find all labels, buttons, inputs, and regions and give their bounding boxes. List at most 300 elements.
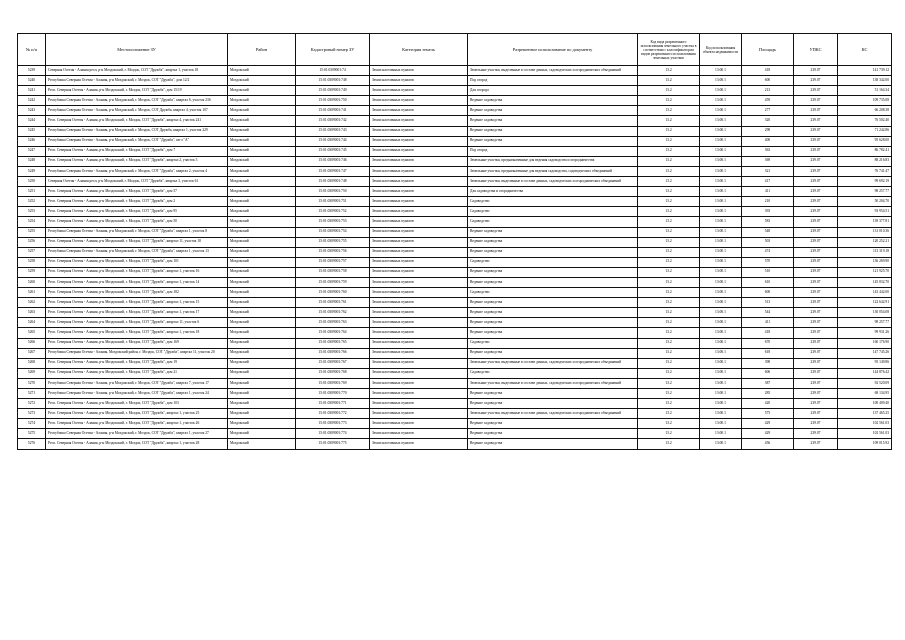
location-cell: Респ. Северная Осетия - Алания, р-н Моздокский, г. Моздок, СОТ "Дружба", квартал 1, участок 17	[46, 308, 228, 318]
object-use-code-cell: 13:00.1	[700, 247, 742, 257]
district-cell: Моздокский	[228, 116, 296, 126]
location-cell: Респ. Северная Осетия - Алания, р-н Моздокский, г. Моздок, СОТ "Дружба", квартал 1, участок 18	[46, 328, 228, 338]
object-use-code-cell: 13:00.1	[700, 106, 742, 116]
ks-cell: 76 741.47	[838, 166, 892, 176]
table-row	[18, 247, 892, 257]
area-cell: 503	[742, 237, 794, 247]
object-use-code-cell: 13:00.1	[700, 187, 742, 197]
area-cell: 411	[742, 318, 794, 328]
permitted-use-cell: Садоводство	[468, 207, 638, 217]
location-cell: Республика Северная Осетия - Алания, р-н Моздокский, г. Моздок, СОТ "Дружба", квартал 7, участок 17	[46, 378, 228, 388]
land-category-cell: Земли населенных пунктов	[370, 66, 468, 76]
object-use-code-cell: 13:00.1	[700, 308, 742, 318]
row-number-cell: 5267	[18, 348, 46, 358]
cadastral-number-cell: 15:01:0309001:772	[296, 409, 370, 419]
object-use-code-cell: 13:00.1	[700, 419, 742, 429]
area-cell: 429	[742, 429, 794, 439]
header-cell: № п/п	[18, 34, 46, 66]
district-cell: Моздокский	[228, 247, 296, 257]
row-number-cell: 5257	[18, 247, 46, 257]
land-plots-table	[17, 33, 892, 450]
ks-cell: 141 739.12	[838, 66, 892, 76]
area-cell: 277	[742, 106, 794, 116]
object-use-code-cell: 13:00.1	[700, 399, 742, 409]
header-cell: Район	[228, 34, 296, 66]
use-code-cell: 13.2	[638, 409, 700, 419]
row-number-cell: 5263	[18, 308, 46, 318]
permitted-use-cell: Ведение садоводства	[468, 277, 638, 287]
use-code-cell: 13.2	[638, 399, 700, 409]
object-use-code-cell: 13:00.1	[700, 96, 742, 106]
district-cell: Моздокский	[228, 378, 296, 388]
object-use-code-cell: 13:00.1	[700, 338, 742, 348]
object-use-code-cell: 13:00.1	[700, 166, 742, 176]
row-number-cell: 5251	[18, 187, 46, 197]
ks-cell: 93 954.51	[838, 207, 892, 217]
location-cell: Республика Северная Осетия - Алания, р-н Моздокский, г. Моздок, СОТ "Дружба", квартал 2, участок 4	[46, 166, 228, 176]
cadastral-number-cell: 15:01:0309001:760	[296, 288, 370, 298]
row-number-cell: 5243	[18, 106, 46, 116]
use-code-cell: 13.2	[638, 288, 700, 298]
use-code-cell: 13.2	[638, 207, 700, 217]
ks-cell: 100 409.40	[838, 399, 892, 409]
district-cell: Моздокский	[228, 257, 296, 267]
upks-cell: 239.07	[794, 136, 838, 146]
permitted-use-cell: Ведение садоводства	[468, 298, 638, 308]
row-number-cell: 5265	[18, 328, 46, 338]
land-category-cell: Земли населенных пунктов	[370, 429, 468, 439]
ks-cell: 68 134.95	[838, 389, 892, 399]
location-cell: Респ. Северная Осетия - Алания, р-н Моздокский, г. Моздок, СОТ "Дружба", дом 2	[46, 197, 228, 207]
use-code-cell: 13.2	[638, 177, 700, 187]
row-number-cell: 5254	[18, 217, 46, 227]
object-use-code-cell: 13:00.1	[700, 237, 742, 247]
use-code-cell: 13.2	[638, 338, 700, 348]
table-row	[18, 217, 892, 227]
area-cell: 400	[742, 136, 794, 146]
cadastral-number-cell: 15:01:0309001:747	[296, 166, 370, 176]
table-row	[18, 358, 892, 368]
header-cell: УПКС	[794, 34, 838, 66]
land-category-cell: Земли населенных пунктов	[370, 237, 468, 247]
district-cell: Моздокский	[228, 136, 296, 146]
row-number-cell: 5252	[18, 197, 46, 207]
area-cell: 570	[742, 257, 794, 267]
permitted-use-cell: Ведение садоводства	[468, 106, 638, 116]
district-cell: Моздокский	[228, 146, 296, 156]
upks-cell: 239.07	[794, 358, 838, 368]
object-use-code-cell: 13:00.1	[700, 156, 742, 166]
location-cell: Северная Осетия - Алания респ, р-н Моздокский, г. Моздок, СОТ "Дружба", квартал 1, участок 18	[46, 66, 228, 76]
object-use-code-cell: 13:00.1	[700, 146, 742, 156]
upks-cell: 239.07	[794, 96, 838, 106]
area-cell: 418	[742, 66, 794, 76]
permitted-use-cell: Ведение садоводства	[468, 227, 638, 237]
upks-cell: 239.07	[794, 227, 838, 237]
table-row	[18, 76, 892, 86]
area-cell: 575	[742, 409, 794, 419]
upks-cell: 239.07	[794, 298, 838, 308]
table-row	[18, 378, 892, 388]
cadastral-number-cell: 15:01:0309001:766	[296, 348, 370, 358]
district-cell: Моздокский	[228, 358, 296, 368]
permitted-use-cell: Ведение садоводства	[468, 96, 638, 106]
location-cell: Респ. Северная Осетия - Алания, р-н Моздокский, г. Моздок, СОТ "Дружба", квартал 1, участок 16	[46, 267, 228, 277]
area-cell: 548	[742, 227, 794, 237]
use-code-cell: 13.2	[638, 227, 700, 237]
upks-cell: 239.07	[794, 76, 838, 86]
row-number-cell: 5245	[18, 126, 46, 136]
ks-cell: 109 735.08	[838, 96, 892, 106]
table-row	[18, 277, 892, 287]
land-category-cell: Земли населенных пунктов	[370, 116, 468, 126]
land-category-cell: Земли населенных пунктов	[370, 399, 468, 409]
table-row	[18, 126, 892, 136]
table-row	[18, 328, 892, 338]
location-cell: Респ. Северная Осетия - Алания, р-н Моздокский, г. Моздок, СОТ "Дружба", дом 103	[46, 399, 228, 409]
land-category-cell: Земли населенных пунктов	[370, 197, 468, 207]
permitted-use-cell: Ведение садоводства	[468, 247, 638, 257]
ks-cell: 71 242.86	[838, 126, 892, 136]
table-row	[18, 429, 892, 439]
cadastral-number-cell: 15:01:0309001:756	[296, 247, 370, 257]
row-number-cell: 5249	[18, 166, 46, 176]
header-cell: Код использования объекта недвижимости	[700, 34, 742, 66]
district-cell: Моздокский	[228, 368, 296, 378]
ks-cell: 102 561.03	[838, 429, 892, 439]
table-row	[18, 318, 892, 328]
ks-cell: 98 257.77	[838, 187, 892, 197]
row-number-cell: 5260	[18, 277, 46, 287]
object-use-code-cell: 13:00.1	[700, 328, 742, 338]
ks-cell: 76 502.40	[838, 116, 892, 126]
ks-cell: 145 832.70	[838, 277, 892, 287]
permitted-use-cell: Ведение садоводства	[468, 389, 638, 399]
header-cell: Разрешенное использование по документу	[468, 34, 638, 66]
ks-cell: 51 164.34	[838, 86, 892, 96]
row-number-cell: 5248	[18, 156, 46, 166]
permitted-use-cell: Ведение садоводства	[468, 267, 638, 277]
upks-cell: 239.07	[794, 187, 838, 197]
use-code-cell: 13.2	[638, 146, 700, 156]
upks-cell: 239.07	[794, 247, 838, 257]
row-number-cell: 5270	[18, 378, 46, 388]
use-code-cell: 13.2	[638, 358, 700, 368]
ks-cell: 102 561.03	[838, 419, 892, 429]
upks-cell: 239.07	[794, 116, 838, 126]
cadastral-number-cell: 15:01:0309001:748	[296, 76, 370, 86]
area-cell: 298	[742, 126, 794, 136]
object-use-code-cell: 13:00.1	[700, 439, 742, 449]
district-cell: Моздокский	[228, 429, 296, 439]
row-number-cell: 5272	[18, 399, 46, 409]
object-use-code-cell: 13:00.1	[700, 267, 742, 277]
permitted-use-cell: Ведение садоводства	[468, 126, 638, 136]
use-code-cell: 13.2	[638, 187, 700, 197]
object-use-code-cell: 13:00.1	[700, 207, 742, 217]
location-cell: Респ. Северная Осетия - Алания, р-н Моздокский, г. Моздок, СОТ "Дружба", дом 19	[46, 358, 228, 368]
location-cell: Респ. Северная Осетия - Алания, р-н Моздокский, г. Моздок, СОТ "Дружба", дом 182	[46, 288, 228, 298]
table-row	[18, 86, 892, 96]
permitted-use-cell: Земельные участки, выделенные в составе дачных, садоводческих и огороднических объединений	[468, 177, 638, 187]
permitted-use-cell: Земельные участки, предназначенные для ведения садоводства, садоводческих объединений	[468, 166, 638, 176]
document-sheet	[17, 33, 891, 450]
area-cell: 670	[742, 338, 794, 348]
land-category-cell: Земли населенных пунктов	[370, 298, 468, 308]
district-cell: Моздокский	[228, 197, 296, 207]
header-cell: КС	[838, 34, 892, 66]
object-use-code-cell: 13:00.1	[700, 277, 742, 287]
cadastral-number-cell: 15:01:0309001:752	[296, 207, 370, 217]
land-category-cell: Земли населенных пунктов	[370, 207, 468, 217]
permitted-use-cell: Ведение садоводства	[468, 429, 638, 439]
row-number-cell: 5256	[18, 237, 46, 247]
land-category-cell: Земли населенных пунктов	[370, 419, 468, 429]
header-cell: Кадастровый номер ЗУ	[296, 34, 370, 66]
district-cell: Моздокский	[228, 298, 296, 308]
use-code-cell: 13.2	[638, 76, 700, 86]
upks-cell: 239.07	[794, 146, 838, 156]
use-code-cell: 13.2	[638, 378, 700, 388]
cadastral-number-cell: 15:01:0309001:764	[296, 328, 370, 338]
object-use-code-cell: 13:00.1	[700, 197, 742, 207]
land-category-cell: Земли населенных пунктов	[370, 166, 468, 176]
land-category-cell: Земли населенных пунктов	[370, 217, 468, 227]
cadastral-number-cell: 15:01:0309001:770	[296, 389, 370, 399]
upks-cell: 239.07	[794, 126, 838, 136]
area-cell: 213	[742, 86, 794, 96]
area-cell: 544	[742, 308, 794, 318]
row-number-cell: 5259	[18, 267, 46, 277]
table-row	[18, 237, 892, 247]
ks-cell: 143 442.00	[838, 288, 892, 298]
area-cell: 513	[742, 298, 794, 308]
area-cell: 417	[742, 177, 794, 187]
table-row	[18, 197, 892, 207]
header-cell: Категория земель	[370, 34, 468, 66]
area-cell: 321	[742, 166, 794, 176]
district-cell: Моздокский	[228, 389, 296, 399]
cadastral-number-cell: 15:01:0309001:757	[296, 257, 370, 267]
ks-cell: 147 745.26	[838, 348, 892, 358]
land-category-cell: Земли населенных пунктов	[370, 288, 468, 298]
district-cell: Моздокский	[228, 348, 296, 358]
use-code-cell: 13.2	[638, 298, 700, 308]
land-category-cell: Земли населенных пунктов	[370, 368, 468, 378]
cadastral-number-cell: 15:01:0309001:751	[296, 197, 370, 207]
permitted-use-cell: Ведение садоводства	[468, 308, 638, 318]
row-number-cell: 5244	[18, 116, 46, 126]
district-cell: Моздокский	[228, 308, 296, 318]
permitted-use-cell: Ведение садоводства	[468, 237, 638, 247]
land-category-cell: Земли населенных пунктов	[370, 409, 468, 419]
district-cell: Моздокский	[228, 439, 296, 449]
upks-cell: 239.07	[794, 348, 838, 358]
ks-cell: 92 520.09	[838, 378, 892, 388]
use-code-cell: 13.2	[638, 136, 700, 146]
area-cell: 369	[742, 156, 794, 166]
permitted-use-cell: Земельные участки, выделенные в составе дачных, садоводческих и огороднических объединений	[468, 378, 638, 388]
table-body	[18, 66, 892, 450]
permitted-use-cell: Ведение садоводства	[468, 136, 638, 146]
header-cell: Код вида разрешенного использования земельного участка в соответствии с классификатором видов разрешенного использования земельных участков	[638, 34, 700, 66]
district-cell: Моздокский	[228, 419, 296, 429]
upks-cell: 239.07	[794, 318, 838, 328]
location-cell: Респ. Северная Осетия - Алания, р-н Моздокский, г. Моздок, СОТ "Дружба", дом 21	[46, 368, 228, 378]
table-row	[18, 409, 892, 419]
permitted-use-cell: Садоводство	[468, 217, 638, 227]
row-number-cell: 5241	[18, 86, 46, 96]
upks-cell: 239.07	[794, 338, 838, 348]
row-number-cell: 5269	[18, 368, 46, 378]
land-category-cell: Земли населенных пунктов	[370, 338, 468, 348]
cadastral-number-cell: 15:01:0309001:750	[296, 96, 370, 106]
object-use-code-cell: 13:00.1	[700, 136, 742, 146]
object-use-code-cell: 13:00.1	[700, 409, 742, 419]
location-cell: Респ. Северная Осетия - Алания, р-н Моздокский, г. Моздок, СОТ "Дружба", дом 57	[46, 187, 228, 197]
cadastral-number-cell: 15:01:0309001:763	[296, 318, 370, 328]
cadastral-number-cell: 15:01:0309001:758	[296, 267, 370, 277]
table-row	[18, 207, 892, 217]
cadastral-number-cell: 15:01:0309001:753	[296, 217, 370, 227]
object-use-code-cell: 13:00.1	[700, 378, 742, 388]
table-row	[18, 298, 892, 308]
cadastral-number-cell: 15:01:0309001:741	[296, 106, 370, 116]
upks-cell: 239.07	[794, 166, 838, 176]
location-cell: Респ. Северная Осетия - Алания, р-н Моздокский, г. Моздок, СОТ "Дружба", дом 50	[46, 217, 228, 227]
use-code-cell: 13.2	[638, 197, 700, 207]
object-use-code-cell: 13:00.1	[700, 227, 742, 237]
use-code-cell: 13.2	[638, 318, 700, 328]
object-use-code-cell: 13:00.1	[700, 66, 742, 76]
ks-cell: 98 257.77	[838, 318, 892, 328]
ks-cell: 113 319.18	[838, 247, 892, 257]
permitted-use-cell: Садоводство	[468, 338, 638, 348]
table-row	[18, 106, 892, 116]
location-cell: Республика Северная Осетия - Алания, р-н Моздокский, г. Моздок, СОТ Дружба, квартал 4, участок 107	[46, 106, 228, 116]
ks-cell: 139 377.81	[838, 217, 892, 227]
cadastral-number-cell: 15:01:0309001:762	[296, 308, 370, 318]
permitted-use-cell: Ведение садоводства	[468, 116, 638, 126]
use-code-cell: 13.2	[638, 308, 700, 318]
object-use-code-cell: 13:00.1	[700, 126, 742, 136]
upks-cell: 239.07	[794, 308, 838, 318]
ks-cell: 109 015.92	[838, 439, 892, 449]
permitted-use-cell: Садоводство	[468, 197, 638, 207]
location-cell: Респ. Северная Осетия - Алания, р-н Моздокский, г. Моздок, СОТ "Дружба", дом 101	[46, 257, 228, 267]
table-row	[18, 146, 892, 156]
upks-cell: 239.07	[794, 177, 838, 187]
use-code-cell: 13.2	[638, 86, 700, 96]
use-code-cell: 13.2	[638, 247, 700, 257]
location-cell: Респ. Северная Осетия - Алания, р-н Моздокский, г. Моздок, СОТ "Дружба", квартал 4, участок 241	[46, 116, 228, 126]
district-cell: Моздокский	[228, 156, 296, 166]
land-category-cell: Земли населенных пунктов	[370, 439, 468, 449]
district-cell: Моздокский	[228, 277, 296, 287]
upks-cell: 239.07	[794, 217, 838, 227]
use-code-cell: 13.2	[638, 419, 700, 429]
area-cell: 606	[742, 368, 794, 378]
permitted-use-cell: Ведение садоводства	[468, 399, 638, 409]
land-category-cell: Земли населенных пунктов	[370, 126, 468, 136]
upks-cell: 239.07	[794, 409, 838, 419]
ks-cell: 99 931.26	[838, 328, 892, 338]
table-row	[18, 288, 892, 298]
upks-cell: 239.07	[794, 197, 838, 207]
area-cell: 387	[742, 378, 794, 388]
object-use-code-cell: 13:00.1	[700, 389, 742, 399]
permitted-use-cell: Ведение садоводства	[468, 328, 638, 338]
area-cell: 210	[742, 197, 794, 207]
table-row	[18, 308, 892, 318]
cadastral-number-cell: 15:01:0309001:755	[296, 237, 370, 247]
upks-cell: 239.07	[794, 267, 838, 277]
area-cell: 420	[742, 399, 794, 409]
cadastral-number-cell: 15:01:0309001:765	[296, 338, 370, 348]
land-category-cell: Земли населенных пунктов	[370, 247, 468, 257]
area-cell: 411	[742, 187, 794, 197]
upks-cell: 239.07	[794, 156, 838, 166]
table-row	[18, 156, 892, 166]
object-use-code-cell: 13:00.1	[700, 368, 742, 378]
table-row	[18, 439, 892, 449]
district-cell: Моздокский	[228, 126, 296, 136]
row-number-cell: 5250	[18, 177, 46, 187]
district-cell: Моздокский	[228, 288, 296, 298]
permitted-use-cell: Земельные участки, выделенные в составе дачных, садоводческих и огороднических объединений	[468, 66, 638, 76]
row-number-cell: 5268	[18, 358, 46, 368]
row-number-cell: 5255	[18, 227, 46, 237]
cadastral-number-cell: 15:01:0309001:769	[296, 378, 370, 388]
permitted-use-cell: Под огород	[468, 76, 638, 86]
permitted-use-cell: Ведение садоводства	[468, 318, 638, 328]
cadastral-number-cell: 15:01:0309001:768	[296, 368, 370, 378]
object-use-code-cell: 13:00.1	[700, 86, 742, 96]
table-row	[18, 399, 892, 409]
row-number-cell: 5247	[18, 146, 46, 156]
ks-cell: 130 054.08	[838, 308, 892, 318]
table-row	[18, 419, 892, 429]
land-category-cell: Земли населенных пунктов	[370, 318, 468, 328]
location-cell: Респ. Северная Осетия - Алания, р-н Моздокский, г. Моздок, СОТ "Дружба", квартал 1, участок 28	[46, 439, 228, 449]
location-cell: Респ. Северная Осетия - Алания, р-н Моздокский, г. Моздок, СОТ "Дружба", квартал 11, участок 18	[46, 237, 228, 247]
ks-cell: 131 010.36	[838, 227, 892, 237]
upks-cell: 239.07	[794, 368, 838, 378]
table-row	[18, 187, 892, 197]
use-code-cell: 13.2	[638, 328, 700, 338]
use-code-cell: 13.2	[638, 389, 700, 399]
row-number-cell: 5271	[18, 389, 46, 399]
permitted-use-cell: Садоводство	[468, 257, 638, 267]
row-number-cell: 5274	[18, 419, 46, 429]
district-cell: Моздокский	[228, 227, 296, 237]
object-use-code-cell: 13:00.1	[700, 318, 742, 328]
district-cell: Моздокский	[228, 106, 296, 116]
land-category-cell: Земли населенных пунктов	[370, 358, 468, 368]
location-cell: Республика Северная Осетия - Алания, р-н Моздокский, г. Моздок, СОТ Дружба, квартал 1, участок 229	[46, 126, 228, 136]
area-cell: 363	[742, 146, 794, 156]
area-cell: 429	[742, 419, 794, 429]
ks-cell: 95 149.86	[838, 358, 892, 368]
district-cell: Моздокский	[228, 409, 296, 419]
permitted-use-cell: Земельные участки, выделенные в составе дачных, садоводческих и огороднических объединений	[468, 409, 638, 419]
land-category-cell: Земли населенных пунктов	[370, 389, 468, 399]
cadastral-number-cell: 15:01:0309001:773	[296, 419, 370, 429]
district-cell: Моздокский	[228, 267, 296, 277]
cadastral-number-cell: 15:01:0309001:749	[296, 86, 370, 96]
district-cell: Моздокский	[228, 207, 296, 217]
object-use-code-cell: 13:00.1	[700, 429, 742, 439]
